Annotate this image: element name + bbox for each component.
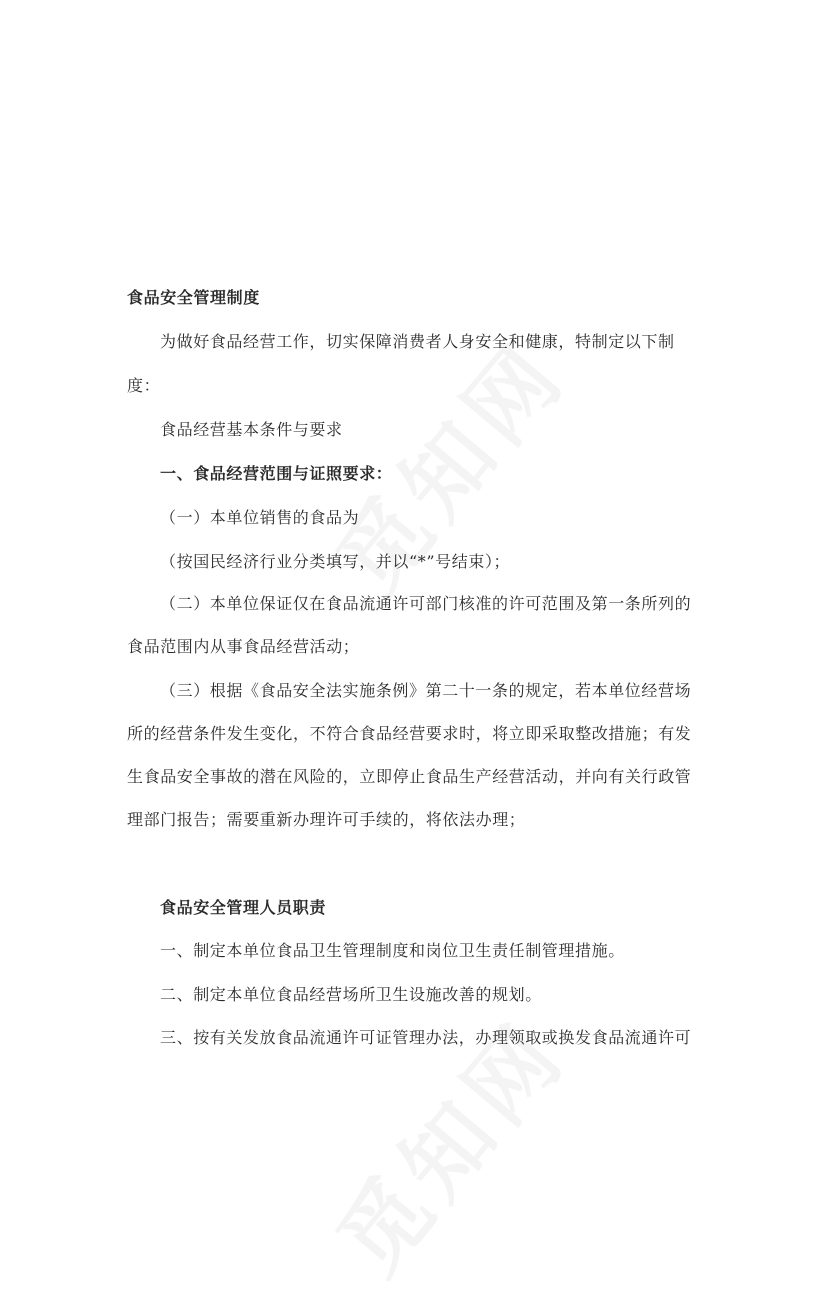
document-title: 食品安全管理制度: [127, 288, 260, 307]
item-3-line-3: 生食品安全事故的潜在风险的，立即停止食品生产经营活动，并向有关行政管: [127, 767, 692, 786]
item-3-line-2: 所的经营条件发生变化，不符合食品经营要求时，将立即采取整改措施；有发: [127, 724, 692, 743]
item-1-line-2: （按国民经济行业分类填写，并以“*”号结束）；: [160, 552, 511, 571]
duty-item-2: 二、制定本单位食品经营场所卫生设施改善的规划。: [160, 985, 542, 1004]
section-1-heading: 一、食品经营范围与证照要求：: [160, 464, 393, 483]
item-3-line-1: （三）根据《食品安全法实施条例》第二十一条的规定，若本单位经营场: [160, 681, 692, 700]
duties-heading: 食品安全管理人员职责: [160, 898, 327, 917]
basic-requirements-heading: 食品经营基本条件与要求: [160, 420, 343, 439]
item-3-line-4: 理部门报告；需要重新办理许可手续的，将依法办理；: [127, 810, 526, 829]
item-2-line-2: 食品范围内从事食品经营活动；: [127, 637, 360, 656]
intro-paragraph-line-2: 度：: [127, 376, 161, 395]
item-1-line-1: （一）本单位销售的食品为: [160, 508, 360, 527]
duty-item-1: 一、制定本单位食品卫生管理制度和岗位卫生责任制管理措施。: [160, 941, 625, 960]
intro-paragraph-line-1: 为做好食品经营工作，切实保障消费者人身安全和健康，特制定以下制: [160, 332, 675, 351]
item-2-line-1: （二）本单位保证仅在食品流通许可部门核准的许可范围及第一条所列的: [160, 594, 692, 613]
duty-item-3: 三、按有关发放食品流通许可证管理办法，办理领取或换发食品流通许可: [160, 1028, 692, 1047]
